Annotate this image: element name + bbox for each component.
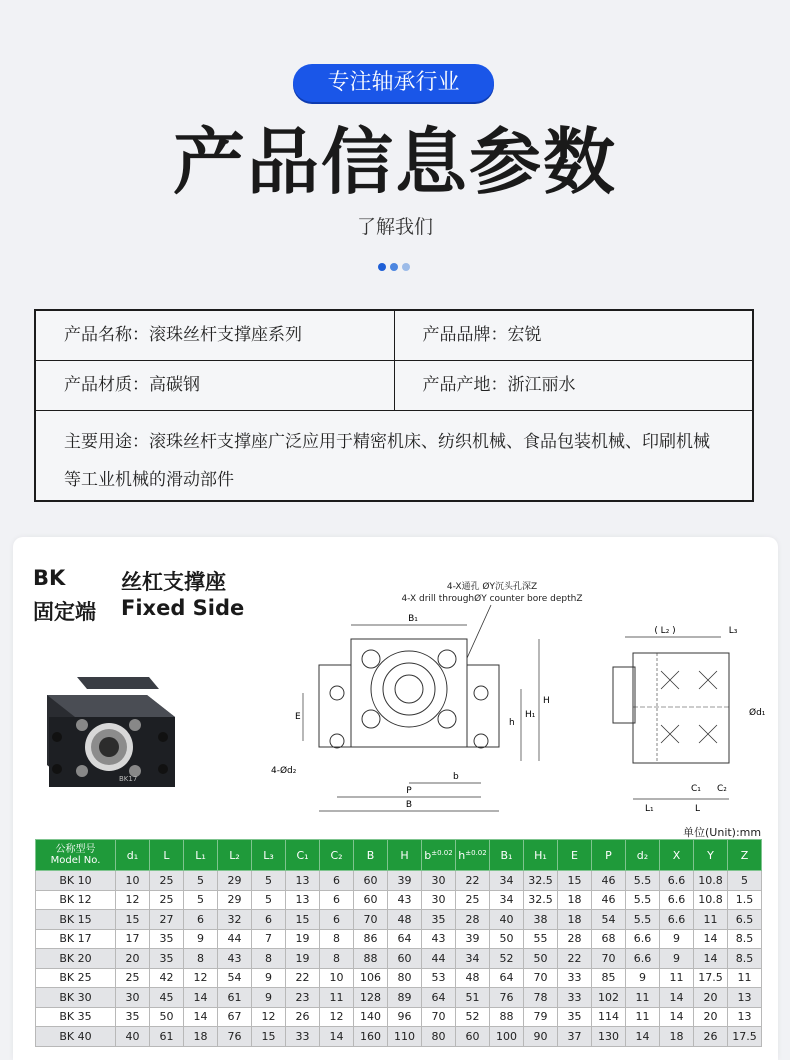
value-cell: 6 — [320, 890, 354, 910]
value-cell: 61 — [150, 1027, 184, 1047]
table-row — [36, 910, 762, 930]
info-row-2 — [36, 361, 752, 411]
value-cell: 14 — [184, 1007, 218, 1027]
header-col: C₁ — [286, 840, 320, 871]
label-e: E — [295, 712, 301, 722]
value-cell: 14 — [694, 929, 728, 949]
label-h-small: h — [509, 718, 515, 728]
value-cell: 18 — [558, 910, 592, 930]
value-cell: 13 — [728, 1007, 762, 1027]
header-col: E — [558, 840, 592, 871]
value-cell: 5.5 — [626, 871, 660, 891]
value-cell: 130 — [592, 1027, 626, 1047]
header-col: B — [354, 840, 388, 871]
value-cell: 33 — [558, 988, 592, 1008]
model-cell: BK 15 — [36, 910, 116, 930]
value-cell: 55 — [524, 929, 558, 949]
value-cell: 15 — [558, 871, 592, 891]
header-col: P — [592, 840, 626, 871]
table-row — [36, 1027, 762, 1047]
value-cell: 43 — [218, 949, 252, 969]
label-c1: C₁ — [691, 784, 701, 794]
value-cell: 39 — [388, 871, 422, 891]
value-cell: 22 — [558, 949, 592, 969]
value-cell: 43 — [388, 890, 422, 910]
value-cell: 140 — [354, 1007, 388, 1027]
dot-1 — [378, 263, 386, 271]
value-cell: 33 — [286, 1027, 320, 1047]
header-col: Y — [694, 840, 728, 871]
model-cell: BK 17 — [36, 929, 116, 949]
header-col: L₁ — [184, 840, 218, 871]
value-cell: 11 — [320, 988, 354, 1008]
header-b-tolerance: ±0.02 — [431, 848, 453, 857]
model-cell: BK 20 — [36, 949, 116, 969]
value-cell: 68 — [592, 929, 626, 949]
value-cell: 9 — [252, 988, 286, 1008]
label-p: P — [406, 786, 412, 796]
value-cell: 42 — [150, 968, 184, 988]
value-cell: 10.8 — [694, 871, 728, 891]
value-cell: 15 — [116, 910, 150, 930]
header-col: C₂ — [320, 840, 354, 871]
label-l1: L₁ — [645, 804, 654, 814]
product-usage: 主要用途：滚珠丝杆支撑座广泛应用于精密机床、纺织机械、食品包装机械、印刷机械等工业机械的滑动部件 — [64, 432, 710, 490]
header-col: X — [660, 840, 694, 871]
series-code: BK — [33, 566, 66, 590]
table-row — [36, 949, 762, 969]
value-cell: 89 — [388, 988, 422, 1008]
value-cell: 45 — [150, 988, 184, 1008]
value-cell: 32.5 — [524, 890, 558, 910]
header-col: Z — [728, 840, 762, 871]
value-cell: 38 — [524, 910, 558, 930]
value-cell: 6 — [320, 871, 354, 891]
label-h1: H₁ — [525, 710, 536, 720]
value-cell: 35 — [150, 949, 184, 969]
value-cell: 30 — [422, 890, 456, 910]
value-cell: 6.6 — [660, 890, 694, 910]
spec-header-row — [36, 840, 762, 871]
tagline-pill: 专注轴承行业 — [293, 64, 494, 102]
info-row-1 — [36, 311, 752, 361]
header-col: L₃ — [252, 840, 286, 871]
hole-note-en: 4-X drill throughØY counter bore depthZ — [401, 594, 583, 604]
value-cell: 28 — [558, 929, 592, 949]
page-title: 产品信息参数 — [172, 120, 617, 204]
value-cell: 8 — [184, 949, 218, 969]
header-h — [456, 840, 490, 871]
value-cell: 86 — [354, 929, 388, 949]
value-cell: 9 — [660, 949, 694, 969]
value-cell: 25 — [150, 890, 184, 910]
value-cell: 8.5 — [728, 929, 762, 949]
value-cell: 64 — [388, 929, 422, 949]
value-cell: 60 — [354, 890, 388, 910]
label-b-small: b — [453, 772, 459, 782]
value-cell: 37 — [558, 1027, 592, 1047]
value-cell: 13 — [728, 988, 762, 1008]
value-cell: 50 — [490, 929, 524, 949]
value-cell: 30 — [116, 988, 150, 1008]
value-cell: 70 — [354, 910, 388, 930]
value-cell: 48 — [456, 968, 490, 988]
value-cell: 25 — [150, 871, 184, 891]
value-cell: 12 — [184, 968, 218, 988]
label-c2: C₂ — [717, 784, 727, 794]
value-cell: 20 — [116, 949, 150, 969]
value-cell: 70 — [422, 1007, 456, 1027]
value-cell: 30 — [422, 871, 456, 891]
value-cell: 9 — [184, 929, 218, 949]
header-col: L — [150, 840, 184, 871]
value-cell: 11 — [694, 910, 728, 930]
value-cell: 15 — [252, 1027, 286, 1047]
value-cell: 50 — [150, 1007, 184, 1027]
header-col: B₁ — [490, 840, 524, 871]
value-cell: 14 — [660, 988, 694, 1008]
dot-2 — [390, 263, 398, 271]
label-d1: Ød₁ — [749, 708, 766, 718]
value-cell: 44 — [218, 929, 252, 949]
value-cell: 6.6 — [626, 929, 660, 949]
product-info-table — [34, 309, 754, 502]
value-cell: 106 — [354, 968, 388, 988]
value-cell: 11 — [626, 1007, 660, 1027]
fixed-side-en: Fixed Side — [121, 596, 245, 620]
model-cell: BK 10 — [36, 871, 116, 891]
value-cell: 102 — [592, 988, 626, 1008]
value-cell: 22 — [286, 968, 320, 988]
header-model-cn: 公称型号 — [55, 844, 96, 855]
value-cell: 48 — [388, 910, 422, 930]
model-cell: BK 35 — [36, 1007, 116, 1027]
label-b1: B₁ — [408, 614, 418, 624]
value-cell: 8 — [320, 929, 354, 949]
value-cell: 25 — [456, 890, 490, 910]
label-l: L — [695, 804, 701, 814]
product-brand: 产品品牌：宏锐 — [394, 311, 753, 360]
decor-dots — [378, 263, 410, 271]
header-b — [422, 840, 456, 871]
spec-table — [35, 839, 762, 1047]
value-cell: 15 — [286, 910, 320, 930]
value-cell: 35 — [558, 1007, 592, 1027]
value-cell: 19 — [286, 929, 320, 949]
spec-card — [13, 537, 778, 1060]
value-cell: 54 — [218, 968, 252, 988]
value-cell: 14 — [320, 1027, 354, 1047]
value-cell: 51 — [456, 988, 490, 1008]
value-cell: 61 — [218, 988, 252, 1008]
value-cell: 6.6 — [626, 949, 660, 969]
value-cell: 6.6 — [660, 871, 694, 891]
value-cell: 28 — [456, 910, 490, 930]
header-model-en: Model No. — [50, 855, 101, 866]
product-name: 产品名称：滚珠丝杆支撑座系列 — [64, 325, 302, 345]
value-cell: 50 — [524, 949, 558, 969]
value-cell: 110 — [388, 1027, 422, 1047]
value-cell: 39 — [456, 929, 490, 949]
value-cell: 46 — [592, 890, 626, 910]
value-cell: 88 — [490, 1007, 524, 1027]
table-row — [36, 929, 762, 949]
header-col: d₂ — [626, 840, 660, 871]
value-cell: 5.5 — [626, 910, 660, 930]
value-cell: 5.5 — [626, 890, 660, 910]
value-cell: 43 — [422, 929, 456, 949]
value-cell: 76 — [218, 1027, 252, 1047]
value-cell: 14 — [694, 949, 728, 969]
label-d2: 4-Ød₂ — [271, 766, 297, 776]
value-cell: 60 — [354, 871, 388, 891]
value-cell: 10 — [116, 871, 150, 891]
value-cell: 79 — [524, 1007, 558, 1027]
value-cell: 40 — [490, 910, 524, 930]
value-cell: 5 — [252, 890, 286, 910]
hole-note-cn: 4-X通孔 ØY沉头孔深Z — [446, 582, 538, 592]
value-cell: 32 — [218, 910, 252, 930]
value-cell: 17 — [116, 929, 150, 949]
value-cell: 34 — [456, 949, 490, 969]
label-l3: L₃ — [728, 626, 738, 636]
value-cell: 26 — [286, 1007, 320, 1027]
value-cell: 8.5 — [728, 949, 762, 969]
value-cell: 23 — [286, 988, 320, 1008]
value-cell: 19 — [286, 949, 320, 969]
model-cell: BK 25 — [36, 968, 116, 988]
value-cell: 1.5 — [728, 890, 762, 910]
value-cell: 70 — [524, 968, 558, 988]
side-view-drawing — [603, 615, 773, 815]
value-cell: 85 — [592, 968, 626, 988]
value-cell: 80 — [388, 968, 422, 988]
value-cell: 18 — [184, 1027, 218, 1047]
header-col: L₂ — [218, 840, 252, 871]
value-cell: 8 — [320, 949, 354, 969]
value-cell: 20 — [694, 988, 728, 1008]
value-cell: 70 — [592, 949, 626, 969]
value-cell: 13 — [286, 871, 320, 891]
value-cell: 5 — [184, 890, 218, 910]
value-cell: 5 — [728, 871, 762, 891]
label-l2: ( L₂ ) — [654, 626, 676, 636]
value-cell: 76 — [490, 988, 524, 1008]
label-b-big: B — [405, 800, 413, 810]
value-cell: 6.6 — [660, 910, 694, 930]
value-cell: 64 — [422, 988, 456, 1008]
spec-body — [36, 871, 762, 1047]
value-cell: 11 — [728, 968, 762, 988]
value-cell: 46 — [592, 871, 626, 891]
value-cell: 22 — [456, 871, 490, 891]
product-origin: 产品产地：浙江丽水 — [394, 361, 753, 410]
dot-3 — [402, 263, 410, 271]
model-cell: BK 40 — [36, 1027, 116, 1047]
value-cell: 64 — [490, 968, 524, 988]
value-cell: 18 — [660, 1027, 694, 1047]
header-model — [36, 840, 116, 871]
value-cell: 35 — [422, 910, 456, 930]
value-cell: 8 — [252, 949, 286, 969]
value-cell: 29 — [218, 871, 252, 891]
value-cell: 32.5 — [524, 871, 558, 891]
value-cell: 52 — [456, 1007, 490, 1027]
table-row — [36, 890, 762, 910]
value-cell: 6 — [320, 910, 354, 930]
value-cell: 78 — [524, 988, 558, 1008]
value-cell: 80 — [422, 1027, 456, 1047]
value-cell: 7 — [252, 929, 286, 949]
value-cell: 26 — [694, 1027, 728, 1047]
value-cell: 11 — [660, 968, 694, 988]
header-h-tolerance: ±0.02 — [465, 848, 487, 857]
value-cell: 5 — [184, 871, 218, 891]
label-h-big: H — [543, 696, 550, 706]
value-cell: 18 — [558, 890, 592, 910]
value-cell: 13 — [286, 890, 320, 910]
header-h-label: h — [458, 848, 466, 862]
header-col: H₁ — [524, 840, 558, 871]
value-cell: 20 — [694, 1007, 728, 1027]
value-cell: 54 — [592, 910, 626, 930]
value-cell: 12 — [252, 1007, 286, 1027]
value-cell: 128 — [354, 988, 388, 1008]
value-cell: 114 — [592, 1007, 626, 1027]
page-subtitle: 了解我们 — [356, 216, 433, 238]
model-cell: BK 30 — [36, 988, 116, 1008]
value-cell: 60 — [456, 1027, 490, 1047]
value-cell: 6.5 — [728, 910, 762, 930]
value-cell: 35 — [150, 929, 184, 949]
unit-label: 单位(Unit):mm — [683, 826, 762, 839]
value-cell: 34 — [490, 890, 524, 910]
value-cell: 17.5 — [728, 1027, 762, 1047]
product-material: 产品材质：高碳钢 — [64, 375, 200, 395]
series-name: 丝杠支撑座 — [121, 570, 226, 594]
value-cell: 5 — [252, 871, 286, 891]
value-cell: 90 — [524, 1027, 558, 1047]
value-cell: 9 — [660, 929, 694, 949]
value-cell: 100 — [490, 1027, 524, 1047]
value-cell: 14 — [184, 988, 218, 1008]
value-cell: 9 — [252, 968, 286, 988]
front-view-drawing — [263, 577, 583, 817]
value-cell: 27 — [150, 910, 184, 930]
value-cell: 6 — [252, 910, 286, 930]
value-cell: 40 — [116, 1027, 150, 1047]
model-cell: BK 12 — [36, 890, 116, 910]
value-cell: 44 — [422, 949, 456, 969]
value-cell: 33 — [558, 968, 592, 988]
fixed-side-cn: 固定端 — [33, 600, 96, 624]
table-row — [36, 968, 762, 988]
product-photo — [27, 667, 187, 797]
header-b-label: b — [424, 848, 432, 862]
value-cell: 29 — [218, 890, 252, 910]
value-cell: 53 — [422, 968, 456, 988]
value-cell: 160 — [354, 1027, 388, 1047]
value-cell: 34 — [490, 871, 524, 891]
value-cell: 67 — [218, 1007, 252, 1027]
value-cell: 10 — [320, 968, 354, 988]
value-cell: 9 — [626, 968, 660, 988]
value-cell: 88 — [354, 949, 388, 969]
header-col: H — [388, 840, 422, 871]
value-cell: 12 — [116, 890, 150, 910]
value-cell: 35 — [116, 1007, 150, 1027]
value-cell: 25 — [116, 968, 150, 988]
value-cell: 12 — [320, 1007, 354, 1027]
value-cell: 52 — [490, 949, 524, 969]
value-cell: 96 — [388, 1007, 422, 1027]
header-col: d₁ — [116, 840, 150, 871]
table-row — [36, 988, 762, 1008]
value-cell: 60 — [388, 949, 422, 969]
table-row — [36, 871, 762, 891]
value-cell: 10.8 — [694, 890, 728, 910]
product-marking: BK17 — [119, 775, 138, 783]
value-cell: 14 — [660, 1007, 694, 1027]
value-cell: 6 — [184, 910, 218, 930]
value-cell: 11 — [626, 988, 660, 1008]
value-cell: 14 — [626, 1027, 660, 1047]
value-cell: 17.5 — [694, 968, 728, 988]
table-row — [36, 1007, 762, 1027]
